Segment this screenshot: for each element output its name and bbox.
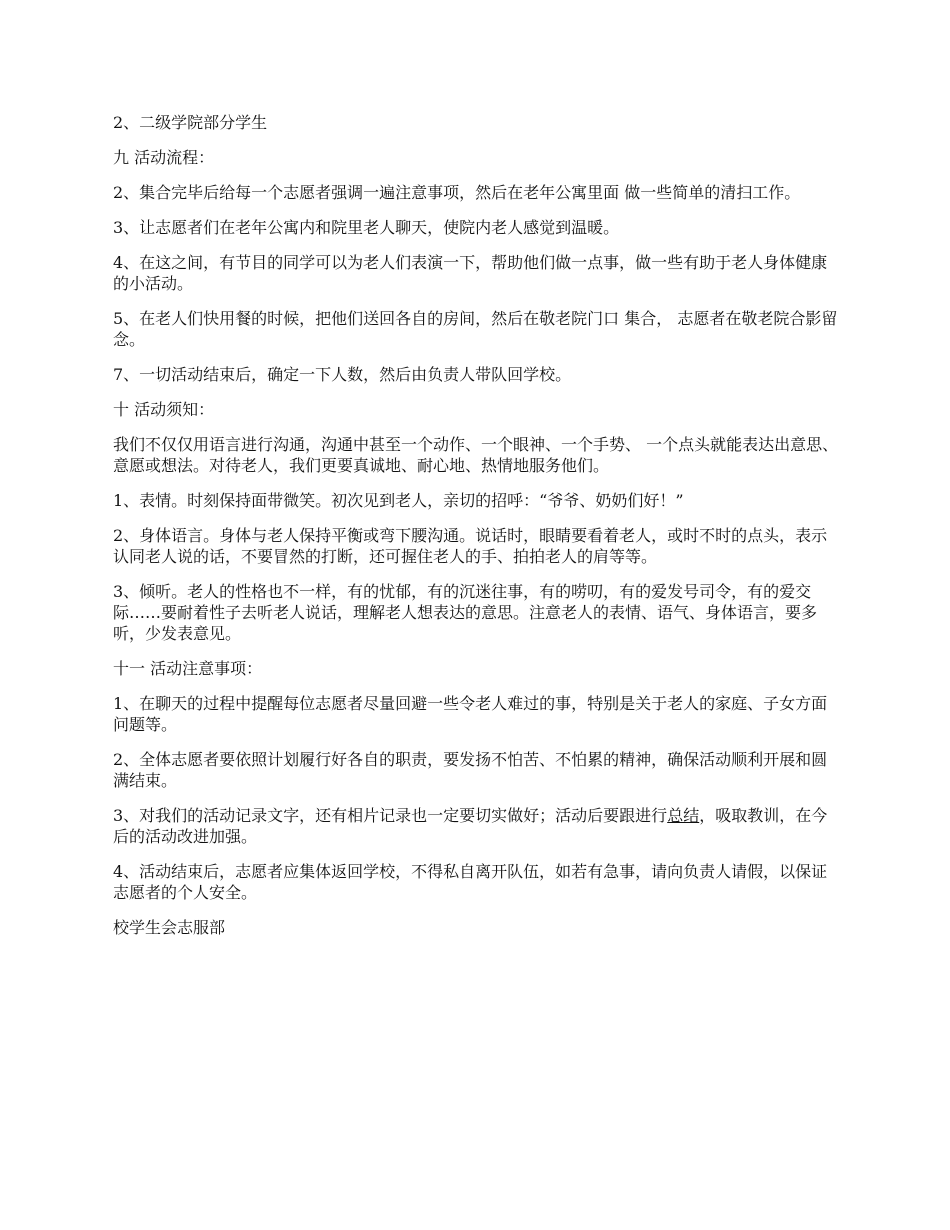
section-heading-notice: 十 活动须知： [113,400,215,419]
flow-step-meal: 5、在老人们快用餐的时候，把他们送回各自的房间，然后在敬老院门口 集合， 志愿者在敬老院合影留念。 [113,309,838,349]
summary-link[interactable]: 总结 [667,806,700,825]
precaution-duties: 2、全体志愿者要依照计划履行好各自的职责，要发扬不怕苦、不怕累的精神，确保活动顺利开展和圆满结束。 [113,750,828,790]
list-item-participants: 2、二级学院部分学生 [113,113,268,132]
precaution-records-text-start: 3、对我们的活动记录文字，还有相片记录也一定要切实做好；活动后要跟进行 [113,806,668,825]
flow-step-return: 7、一切活动结束后，确定一下人数，然后由负责人带队回学校。 [113,365,572,384]
notice-listening: 3、倾听。老人的性格也不一样，有的忧郁，有的沉迷往事，有的唠叨，有的爱发号司令，有的爱交际……要耐着性子去听老人说话，理解老人想表达的意思。注意老人的表情、语气、身体语言，要多听，少发表意见。 [113,582,818,643]
flow-step-perform: 4、在这之间，有节目的同学可以为老人们表演一下，帮助他们做一点事，做一些有助于老人身体健康的小活动。 [113,253,828,293]
precaution-records-text-end: ，吸取教训，在今后的活动改进加强。 [113,806,828,846]
flow-step-gather: 2、集合完毕后给每一个志愿者强调一遍注意事项，然后在老年公寓里面 做一些简单的清扫工作。 [113,183,801,202]
precaution-records [113,805,843,847]
document-page [113,112,843,952]
notice-body-language: 2、身体语言。身体与老人保持平衡或弯下腰沟通。说话时，眼睛要看着老人，或时不时的点头，表示认同老人说的话，不要冒然的打断，还可握住老人的手、拍拍老人的肩等等。 [113,526,828,566]
notice-intro: 我们不仅仅用语言进行沟通，沟通中甚至一个动作、一个眼神、一个手势、 一个点头就能表达出意思、意愿或想法。对待老人，我们更要真诚地、耐心地、热情地服务他们。 [113,435,839,475]
flow-step-chat: 3、让志愿者们在老年公寓内和院里老人聊天，使院内老人感觉到温暖。 [113,218,620,237]
notice-expression: 1、表情。时刻保持面带微笑。初次见到老人，亲切的招呼：“爷爷、奶奶们好！” [113,491,684,510]
precaution-avoid-topics: 1、在聊天的过程中提醒每位志愿者尽量回避一些令老人难过的事，特别是关于老人的家庭、子女方面问题等。 [113,694,828,734]
section-heading-activity-flow: 九 活动流程： [113,148,215,167]
precaution-safety: 4、活动结束后，志愿者应集体返回学校，不得私自离开队伍，如若有急事，请向负责人请假，以保证志愿者的个人安全。 [113,862,828,902]
section-heading-precautions: 十一 活动注意事项： [113,659,263,678]
signature-organizer: 校学生会志服部 [113,918,226,937]
